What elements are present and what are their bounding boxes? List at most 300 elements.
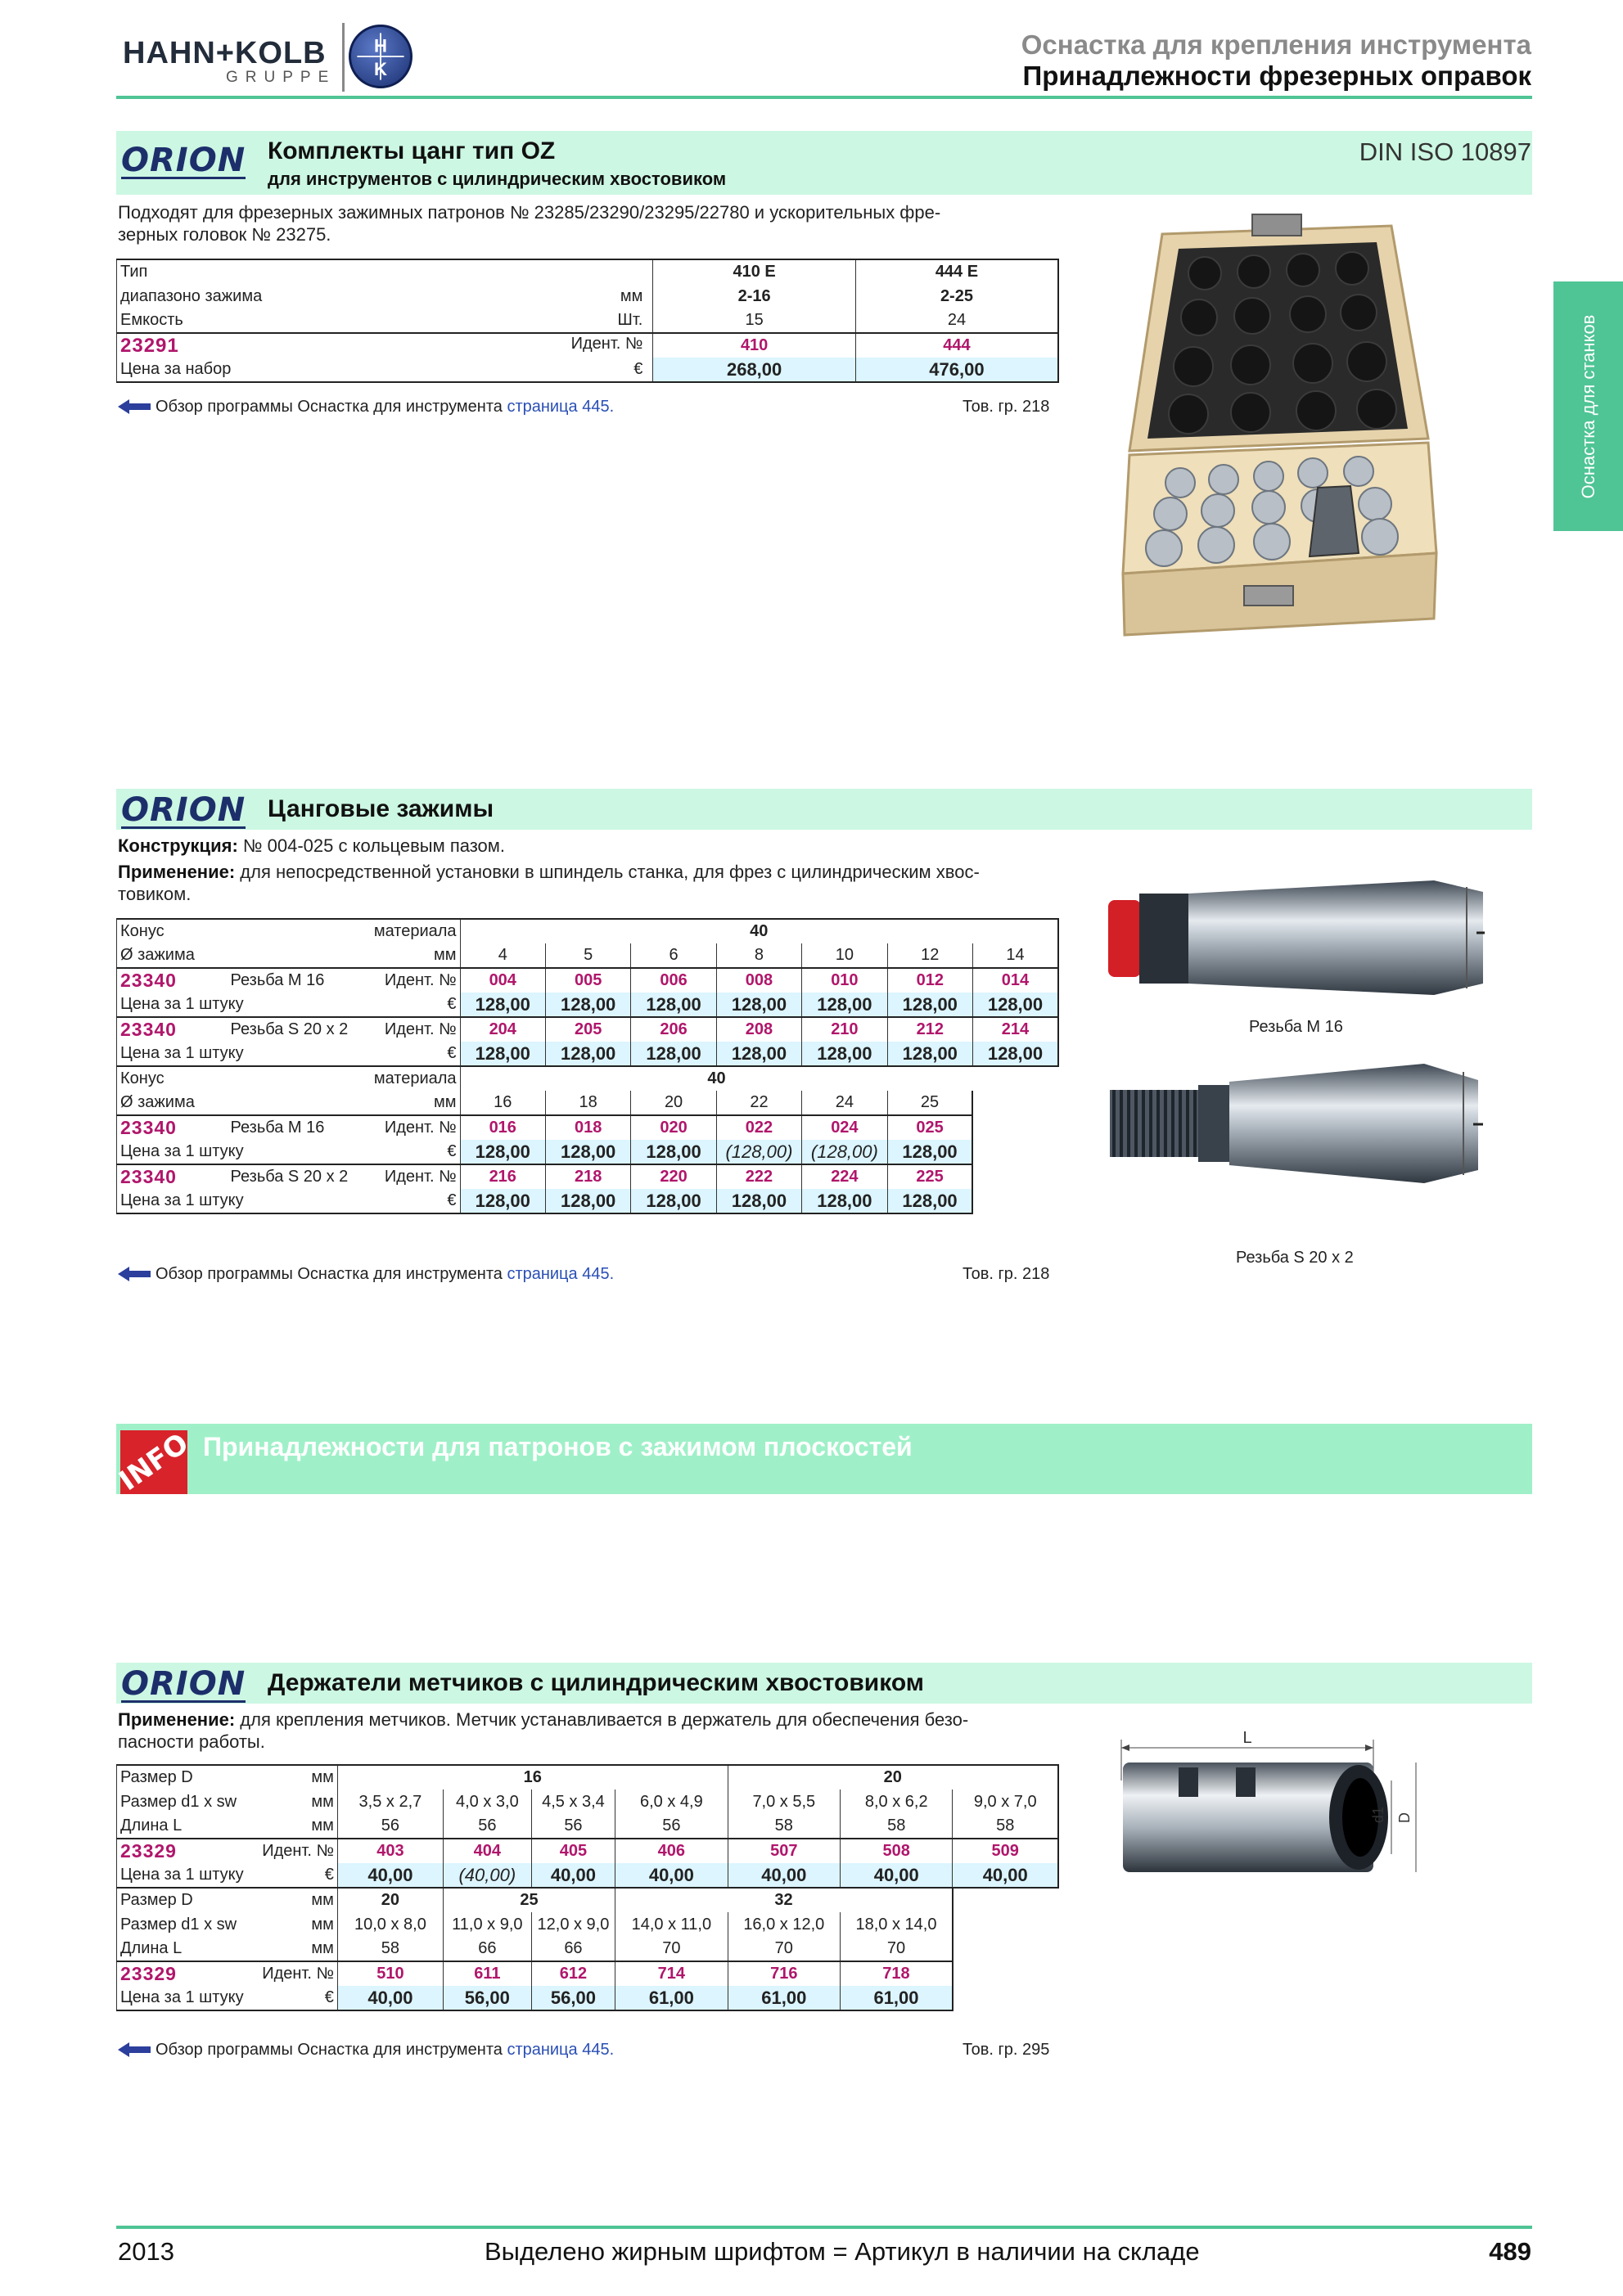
- table-row: [117, 1066, 1059, 1091]
- ident-number: 006: [631, 968, 716, 993]
- table-row: [117, 1961, 1059, 1986]
- row-label: Размер D: [117, 1888, 255, 1912]
- ident-number: 406: [615, 1839, 728, 1863]
- table-row: [117, 1017, 1059, 1042]
- company-logo-sub: GRUPPE: [226, 69, 336, 86]
- length-value: 70: [615, 1937, 728, 1961]
- diameter-value: 20: [631, 1091, 716, 1115]
- logo-divider: [342, 23, 345, 92]
- ident-number: 020: [631, 1115, 716, 1140]
- price-value: 128,00: [631, 1042, 716, 1066]
- price-value: (128,00): [716, 1140, 801, 1164]
- section1-desc-2: зерных головок № 23275.: [118, 224, 331, 245]
- ident-number: 611: [443, 1961, 531, 1986]
- price-value: 128,00: [631, 1140, 716, 1164]
- d1-value: 11,0 x 9,0: [443, 1912, 531, 1937]
- overview-text: Обзор программы Оснастка для инструмента: [156, 2041, 507, 2059]
- ident-number: 208: [716, 1017, 801, 1042]
- ident-number: 206: [631, 1017, 716, 1042]
- table-row: [117, 919, 1059, 943]
- ident-number: 212: [887, 1017, 972, 1042]
- price-value: 128,00: [460, 1140, 545, 1164]
- label-cone: Конус: [117, 1066, 228, 1091]
- section1-table: [116, 259, 1059, 383]
- price-value: 128,00: [887, 1189, 972, 1213]
- table-row: [117, 1115, 1059, 1140]
- table-row: [117, 1042, 1059, 1066]
- price-value: 61,00: [841, 1986, 953, 2010]
- footer-year: 2013: [118, 2237, 174, 2266]
- section2-tovgr: Тов. гр. 218: [963, 1265, 1050, 1283]
- price-value: 128,00: [545, 1140, 630, 1164]
- unit-cell: мм: [255, 1765, 338, 1790]
- arrow-left-icon: [118, 2044, 151, 2055]
- section3-application: [118, 1708, 968, 1731]
- ident-number: 004: [460, 968, 545, 993]
- spacer: [228, 1091, 358, 1115]
- diameter-value: 18: [545, 1091, 630, 1115]
- label-range: [117, 284, 647, 308]
- ident-444: 444: [855, 333, 1058, 358]
- capacity-444: 24: [855, 308, 1058, 333]
- diameter-value: 5: [545, 943, 630, 968]
- table-row: [117, 308, 1059, 333]
- euro-sign: €: [255, 1986, 338, 2010]
- svg-text:H: H: [374, 35, 387, 56]
- dim-d1-label: d1: [1370, 1806, 1386, 1823]
- ident-number: 510: [337, 1961, 443, 1986]
- thread-label: Резьба S 20 x 2: [228, 1164, 358, 1189]
- ident-number: 016: [460, 1115, 545, 1140]
- diameter-value: 4: [460, 943, 545, 968]
- ident-number: 216: [460, 1164, 545, 1189]
- brand-logo-text: ORION: [121, 142, 246, 179]
- price-value: 56,00: [443, 1986, 531, 2010]
- table-row: [117, 1937, 1059, 1961]
- euro-sign: €: [255, 1863, 338, 1888]
- side-tab-label: Оснастка для станков: [1577, 314, 1598, 498]
- price-value: 128,00: [802, 1042, 887, 1066]
- label-capacity: [117, 308, 647, 333]
- ident-number: 018: [545, 1115, 630, 1140]
- price-value: 61,00: [615, 1986, 728, 2010]
- ident-number: 205: [545, 1017, 630, 1042]
- price-value: 128,00: [631, 1189, 716, 1213]
- price-value: 128,00: [545, 993, 630, 1017]
- dim-D-label: D: [1396, 1812, 1413, 1823]
- price-value: 128,00: [460, 1042, 545, 1066]
- row-label: Размер d1 x sw: [117, 1790, 255, 1814]
- section1-overview: [118, 398, 614, 416]
- price-value: 128,00: [887, 1042, 972, 1066]
- row-label: Длина L: [117, 1814, 255, 1839]
- d1-value: 16,0 x 12,0: [728, 1912, 840, 1937]
- cone-value: 40: [460, 1066, 972, 1091]
- article-number: 23340: [117, 1115, 228, 1140]
- price-value: 40,00: [953, 1863, 1058, 1888]
- section1-desc-1: Подходят для фрезерных зажимных патронов № 23285/23290/23295/22780 и ускорительных фре-: [118, 202, 941, 223]
- section3-tovgr: Тов. гр. 295: [963, 2041, 1050, 2059]
- price-value: 128,00: [545, 1042, 630, 1066]
- ident-number: 204: [460, 1017, 545, 1042]
- info-text[interactable]: Принадлежности для патронов с зажимом плоскостей: [203, 1432, 913, 1461]
- capacity-label: Емкость: [120, 311, 183, 329]
- size-d-value: 20: [728, 1765, 1058, 1790]
- diameter-value: 16: [460, 1091, 545, 1115]
- ident-number: 224: [802, 1164, 887, 1189]
- price-value: 56,00: [531, 1986, 615, 2010]
- price-value: 128,00: [972, 1042, 1058, 1066]
- size-d-value: 25: [443, 1888, 615, 1912]
- row-label: Длина L: [117, 1937, 255, 1961]
- capacity-410: 15: [653, 308, 856, 333]
- table-row: [117, 1863, 1059, 1888]
- section2-title: Цанговые зажимы: [268, 795, 494, 822]
- ident-number: 507: [728, 1839, 840, 1863]
- empty-cell: [953, 1912, 1058, 1937]
- ident-label: Идент. №: [570, 334, 643, 353]
- section2-overview: [118, 1265, 614, 1284]
- ident-number: 022: [716, 1115, 801, 1140]
- ident-number: 025: [887, 1115, 972, 1140]
- d1-value: 6,0 x 4,9: [615, 1790, 728, 1814]
- collet-m16-image: [1107, 876, 1499, 998]
- footer-rule: [116, 2226, 1532, 2229]
- ident-number: 403: [337, 1839, 443, 1863]
- construction-label: Конструкция:: [118, 835, 238, 856]
- price-value: 128,00: [545, 1189, 630, 1213]
- application-text: для крепления метчиков. Метчик устанавливается в держатель для обеспечения безо-: [235, 1709, 969, 1730]
- application-label: Применение:: [118, 1709, 236, 1730]
- section2-application: [118, 861, 980, 884]
- table-row: [117, 358, 1059, 382]
- diameter-value: 14: [972, 943, 1058, 968]
- ident-number: 509: [953, 1839, 1058, 1863]
- price-value: 128,00: [802, 993, 887, 1017]
- header-rule: [116, 96, 1532, 99]
- price-label: Цена за 1 штуку: [117, 1189, 358, 1213]
- size-d-value: 32: [615, 1888, 953, 1912]
- footer-note: Выделено жирным шрифтом = Артикул в наличии на складе: [485, 2237, 1200, 2266]
- unit-mm: мм: [434, 1093, 457, 1111]
- article-number: 23329: [117, 1961, 255, 1986]
- euro-sign: €: [633, 360, 643, 378]
- price-value: 128,00: [460, 993, 545, 1017]
- application-label: Применение:: [118, 862, 236, 882]
- table-row: [117, 259, 1059, 284]
- thread-label: Резьба M 16: [228, 968, 358, 993]
- application-text: для непосредственной установки в шпиндель станка, для фрез с цилиндрическим хвос-: [235, 862, 980, 882]
- price-value: 40,00: [531, 1863, 615, 1888]
- ident-number: 718: [841, 1961, 953, 1986]
- section3-title: Держатели метчиков с цилиндрическим хвостовиком: [268, 1669, 924, 1696]
- price-value: 40,00: [728, 1863, 840, 1888]
- empty-cell: [953, 1961, 1058, 1986]
- diameter-value: 10: [802, 943, 887, 968]
- price-value: 61,00: [728, 1986, 840, 2010]
- ident-410: 410: [653, 333, 856, 358]
- ident-label: Идент. №: [255, 1839, 338, 1863]
- ident-number: 716: [728, 1961, 840, 1986]
- d1-value: 4,5 x 3,4: [531, 1790, 615, 1814]
- table-row: [117, 943, 1059, 968]
- collet-set-case-image: [1113, 209, 1440, 635]
- price-value: 128,00: [802, 1189, 887, 1213]
- d1-value: 18,0 x 14,0: [841, 1912, 953, 1937]
- diameter-value: 25: [887, 1091, 972, 1115]
- price-value: 128,00: [716, 993, 801, 1017]
- empty-cell: [953, 1937, 1058, 1961]
- ident-number: 005: [545, 968, 630, 993]
- article-number: 23329: [117, 1839, 255, 1863]
- unit-cell: мм: [311, 1792, 334, 1811]
- diameter-value: 8: [716, 943, 801, 968]
- type-410: 410 E: [653, 259, 856, 284]
- unit-cell: мм: [311, 1915, 334, 1934]
- length-value: 70: [728, 1937, 840, 1961]
- caption-m16: Резьба M 16: [1249, 1018, 1343, 1036]
- label-material: материала: [358, 1066, 460, 1091]
- diameter-value: 6: [631, 943, 716, 968]
- price-value: 40,00: [337, 1863, 443, 1888]
- brand-logo: [121, 144, 246, 179]
- d1-value: 3,5 x 2,7: [337, 1790, 443, 1814]
- ident-number: 214: [972, 1017, 1058, 1042]
- overview-link[interactable]: страница 445.: [507, 2041, 615, 2059]
- spacer: [228, 943, 358, 968]
- price-value: (128,00): [802, 1140, 887, 1164]
- hk-logo-icon: [349, 25, 413, 88]
- table-row: [117, 1839, 1059, 1863]
- price-label: Цена за набор: [120, 360, 232, 378]
- table-row: [117, 968, 1059, 993]
- arrow-left-icon: [118, 1268, 151, 1280]
- empty-cell: [953, 1986, 1058, 2010]
- section1-tovgr: Тов. гр. 218: [963, 398, 1050, 416]
- label-diameter: Ø зажима: [117, 943, 228, 968]
- table-row: [117, 1814, 1059, 1839]
- article-number: 23340: [117, 1017, 228, 1042]
- thread-label: Резьба M 16: [228, 1115, 358, 1140]
- dim-L-label: L: [1242, 1729, 1252, 1747]
- section1-title: Комплекты цанг тип OZ: [268, 137, 556, 164]
- section1-subtitle: для инструментов с цилиндрическим хвостовиком: [268, 169, 727, 189]
- price-444: 476,00: [855, 358, 1058, 382]
- range-unit: мм: [620, 286, 643, 305]
- table-row: [117, 993, 1059, 1017]
- d1-value: 8,0 x 6,2: [841, 1790, 953, 1814]
- row-label: Размер D: [117, 1765, 255, 1790]
- capacity-unit: Шт.: [617, 311, 643, 329]
- article-number: 23340: [117, 1164, 228, 1189]
- row-label: Размер d1 x sw: [117, 1912, 255, 1937]
- header-subcategory: Принадлежности фрезерных оправок: [1022, 61, 1531, 91]
- cone-value: 40: [460, 919, 1058, 943]
- table-row: [117, 1888, 1059, 1912]
- table-row: [117, 1765, 1059, 1790]
- label-diameter: Ø зажима: [117, 1091, 228, 1115]
- article-cell: [117, 333, 647, 358]
- price-value: 128,00: [972, 993, 1058, 1017]
- ident-label: Идент. №: [358, 968, 460, 993]
- unit-mm: мм: [434, 946, 457, 964]
- tap-holder-image: [1113, 1715, 1481, 1911]
- length-value: 66: [443, 1937, 531, 1961]
- euro-sign: €: [447, 995, 457, 1013]
- length-value: 58: [841, 1814, 953, 1839]
- section2-table: [116, 918, 1059, 1214]
- table-row: [117, 1986, 1059, 2010]
- company-logo-text: HAHN+KOLB: [123, 36, 327, 70]
- section1-norm: DIN ISO 10897: [1359, 137, 1531, 166]
- price-label-cell: [117, 358, 647, 382]
- thread-label: Резьба S 20 x 2: [228, 1017, 358, 1042]
- svg-text:K: K: [374, 59, 387, 80]
- d1-value: 9,0 x 7,0: [953, 1790, 1058, 1814]
- ident-number: 024: [802, 1115, 887, 1140]
- length-value: 56: [337, 1814, 443, 1839]
- overview-text: Обзор программы Оснастка для инструмента: [156, 398, 507, 416]
- label-cone: Конус: [117, 919, 228, 943]
- d1-value: 10,0 x 8,0: [337, 1912, 443, 1937]
- diameter-value: 24: [802, 1091, 887, 1115]
- construction-text: № 004-025 с кольцевым пазом.: [237, 835, 506, 856]
- unit-cell: мм: [311, 1817, 334, 1835]
- ident-number: 218: [545, 1164, 630, 1189]
- ident-label: Идент. №: [255, 1961, 338, 1986]
- page-number: 489: [1489, 2237, 1531, 2266]
- unit-cell: мм: [255, 1888, 338, 1912]
- euro-sign: €: [358, 1189, 460, 1213]
- price-label: Цена за 1 штуку: [117, 1042, 358, 1066]
- length-value: 70: [841, 1937, 953, 1961]
- price-410: 268,00: [653, 358, 856, 382]
- price-value: 128,00: [716, 1042, 801, 1066]
- ident-number: 014: [972, 968, 1058, 993]
- ident-number: 405: [531, 1839, 615, 1863]
- price-value: 40,00: [615, 1863, 728, 1888]
- d1-value: 7,0 x 5,5: [728, 1790, 840, 1814]
- range-label: диапазоно зажима: [120, 286, 263, 305]
- label-material: материала: [358, 919, 460, 943]
- article-number: 23340: [117, 968, 228, 993]
- euro-sign: €: [447, 1142, 457, 1160]
- spacer: [228, 919, 358, 943]
- overview-link[interactable]: страница 445.: [507, 1265, 615, 1283]
- ident-label: Идент. №: [358, 1017, 460, 1042]
- price-value: 128,00: [887, 993, 972, 1017]
- price-label: Цена за 1 штуку: [117, 1986, 255, 2010]
- length-value: 58: [337, 1937, 443, 1961]
- price-value: 128,00: [460, 1189, 545, 1213]
- ident-number: 008: [716, 968, 801, 993]
- caption-s20: Резьба S 20 x 2: [1236, 1249, 1354, 1267]
- table-row: [117, 1140, 1059, 1164]
- price-value: 128,00: [631, 993, 716, 1017]
- spacer: [228, 1066, 358, 1091]
- collet-s20-image: [1105, 1056, 1498, 1186]
- price-value: 40,00: [841, 1863, 953, 1888]
- ident-number: 220: [631, 1164, 716, 1189]
- section2-application-2: товиком.: [118, 884, 192, 904]
- length-value: 58: [728, 1814, 840, 1839]
- brand-logo: [121, 791, 246, 829]
- article-number: 23291: [120, 334, 179, 357]
- length-value: 56: [443, 1814, 531, 1839]
- section3-application-2: пасности работы.: [118, 1731, 265, 1752]
- brand-logo-text: ORION: [121, 791, 246, 829]
- price-value: 128,00: [716, 1189, 801, 1213]
- table-row: [117, 1189, 1059, 1213]
- section3-overview: [118, 2041, 614, 2060]
- ident-number: 714: [615, 1961, 728, 1986]
- range-444: 2-25: [855, 284, 1058, 308]
- table-row: [117, 333, 1059, 358]
- ident-number: 010: [802, 968, 887, 993]
- size-d-value: 20: [337, 1888, 443, 1912]
- price-value: 128,00: [887, 1140, 972, 1164]
- ident-number: 612: [531, 1961, 615, 1986]
- ident-number: 225: [887, 1164, 972, 1189]
- ident-number: 222: [716, 1164, 801, 1189]
- d1-value: 4,0 x 3,0: [443, 1790, 531, 1814]
- price-value: 40,00: [337, 1986, 443, 2010]
- unit-cell: мм: [311, 1939, 334, 1957]
- type-444: 444 E: [855, 259, 1058, 284]
- ident-label: Идент. №: [358, 1164, 460, 1189]
- length-value: 56: [615, 1814, 728, 1839]
- overview-link[interactable]: страница 445.: [507, 398, 615, 416]
- ident-label: Идент. №: [358, 1115, 460, 1140]
- info-icon-label: INFO: [113, 1426, 195, 1498]
- price-value: (40,00): [443, 1863, 531, 1888]
- price-label: Цена за 1 штуку: [117, 1140, 358, 1164]
- price-label: Цена за 1 штуку: [117, 1863, 255, 1888]
- ident-number: 508: [841, 1839, 953, 1863]
- table-row: [117, 284, 1059, 308]
- length-value: 66: [531, 1937, 615, 1961]
- section3-table: [116, 1764, 1059, 2011]
- header-category: Оснастка для крепления инструмента: [1021, 29, 1531, 60]
- section2-construction: [118, 835, 505, 858]
- length-value: 56: [531, 1814, 615, 1839]
- empty-cell: [953, 1888, 1058, 1912]
- length-value: 58: [953, 1814, 1058, 1839]
- ident-number: 012: [887, 968, 972, 993]
- size-d-value: 16: [337, 1765, 728, 1790]
- diameter-value: 22: [716, 1091, 801, 1115]
- diameter-value: 12: [887, 943, 972, 968]
- ident-number: 404: [443, 1839, 531, 1863]
- info-icon: [113, 1426, 195, 1498]
- label-type: Тип: [117, 259, 647, 284]
- table-row: [117, 1912, 1059, 1937]
- arrow-left-icon: [118, 401, 151, 412]
- ident-number: 210: [802, 1017, 887, 1042]
- brand-logo-text: ORION: [121, 1665, 246, 1703]
- side-tab[interactable]: [1553, 281, 1623, 531]
- price-label: Цена за 1 штуку: [117, 993, 358, 1017]
- d1-value: 14,0 x 11,0: [615, 1912, 728, 1937]
- table-row: [117, 1790, 1059, 1814]
- overview-text: Обзор программы Оснастка для инструмента: [156, 1265, 507, 1283]
- brand-logo: [121, 1665, 246, 1703]
- table-row: [117, 1091, 1059, 1115]
- d1-value: 12,0 x 9,0: [531, 1912, 615, 1937]
- range-410: 2-16: [653, 284, 856, 308]
- euro-sign: €: [358, 1042, 460, 1066]
- table-row: [117, 1164, 1059, 1189]
